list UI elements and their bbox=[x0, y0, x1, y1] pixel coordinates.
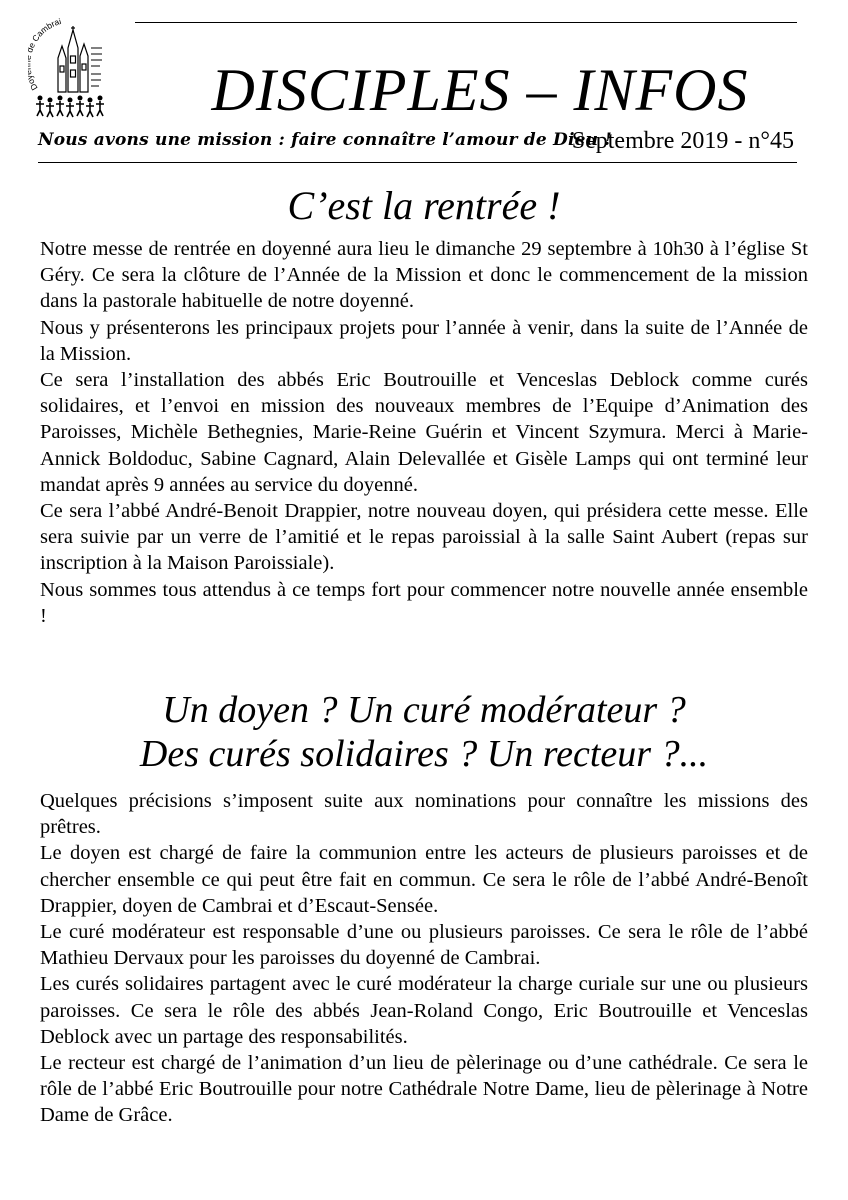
section-title-rentree: C’est la rentrée ! bbox=[287, 183, 561, 228]
paragraph: Nous sommes tous attendus à ce temps fort pour commencer notre nouvelle année ensemble ! bbox=[40, 578, 808, 627]
paragraph: Nous y présenterons les principaux projets pour l’année à venir, dans la suite de l’Année de la Mission. bbox=[40, 316, 808, 365]
paragraph: Ce sera l’installation des abbés Eric Boutrouille et Venceslas Deblock comme curés solidaires, et l’envoi en mission des nouveaux membres de l’Equipe d’Animation des Paroisses, Michèle Bethegnies, Marie-Reine Guérin et Vincent Szymura. Merci à Marie-Annick Boldoduc, Sabine Cagnard, Alain Delevallée et Gisèle Lamps qui ont terminé leur mandat après 9 années au service du doyenné. bbox=[40, 369, 808, 496]
section-title-line: Un doyen ? Un curé modérateur ? bbox=[162, 689, 686, 731]
paragraph: Les curés solidaires partagent avec le curé modérateur la charge curiale sur une ou plusieurs paroisses. Ce sera le rôle des abbés Jean-Roland Congo, Eric Boutrouille et Venceslas Deblock avec un partage des responsabilités. bbox=[40, 973, 808, 1048]
newsletter-title: DISCIPLES – INFOS bbox=[211, 57, 749, 123]
section-body-rentree bbox=[40, 236, 808, 629]
paragraph: Notre messe de rentrée en doyenné aura lieu le dimanche 29 septembre à 10h30 à l’église St Géry. Ce sera la clôture de l’Année de la Mission et donc le commencement de la mission dans la pastorale habituelle de notre doyenné. bbox=[40, 238, 808, 313]
tagline-divider bbox=[38, 162, 797, 163]
paragraph: Ce sera l’abbé André-Benoit Drappier, notre nouveau doyen, qui présidera cette messe. Elle sera suivie par un verre de l’amitié et le repas paroissial à la salle Saint Aubert (repas sur inscription à la Maison Paroissiale). bbox=[40, 500, 808, 575]
top-divider bbox=[135, 22, 797, 23]
section-title-roles bbox=[0, 688, 848, 776]
paragraph: Le curé modérateur est responsable d’une ou plusieurs paroisses. Ce sera le rôle de l’abbé Mathieu Dervaux pour les paroisses du doyenné de Cambrai. bbox=[40, 921, 808, 970]
tagline-row bbox=[38, 128, 798, 160]
svg-text:Doyenné de Cambrai bbox=[28, 18, 62, 92]
logo-text: D Cambrai bbox=[28, 18, 63, 93]
paragraph: Le recteur est chargé de l’animation d’un lieu de pèlerinage ou d’une cathédrale. Ce sera le rôle de l’abbé Eric Boutrouille pour notre Cathédrale Notre Dame, lieu de pèlerinage à Notre Dame de Grâce. bbox=[40, 1052, 808, 1127]
paragraph: Quelques précisions s’imposent suite aux nominations pour connaître les missions des prêtres. bbox=[40, 790, 808, 839]
doyenne-logo bbox=[28, 18, 118, 122]
section-title-line: Des curés solidaires ? Un recteur ?... bbox=[139, 733, 709, 775]
issue-date: Septembre 2019 - n°45 bbox=[571, 128, 794, 154]
cathedral-and-people-logo-icon bbox=[28, 18, 118, 122]
section-body-roles bbox=[40, 788, 808, 1129]
tagline: Nous avons une mission : faire connaître l’amour de Dieu ! bbox=[38, 130, 612, 150]
paragraph: Le doyen est chargé de faire la communion entre les acteurs de plusieurs paroisses et de chercher ensemble ce qui peut être fait en commun. Ce sera le rôle de l’abbé André-Benoît Drappier, doyen de Cambrai et d’Escaut-Sensée. bbox=[40, 842, 808, 917]
